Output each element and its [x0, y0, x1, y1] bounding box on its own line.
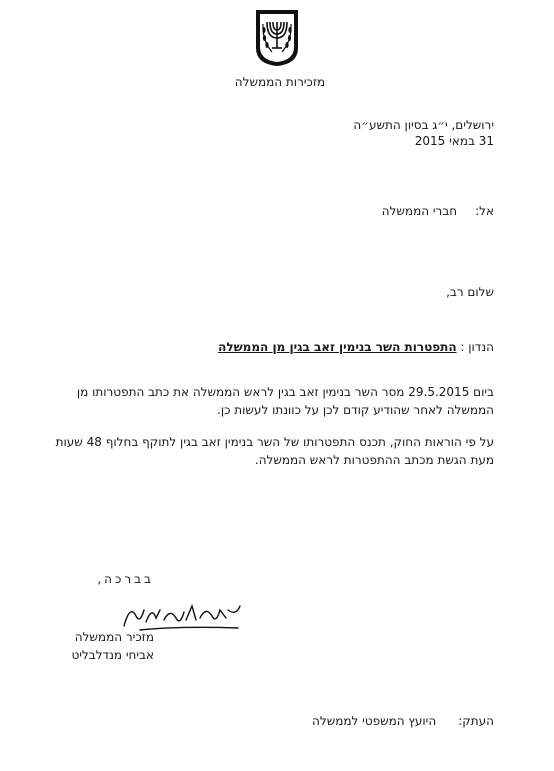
office-name: מזכירות הממשלה	[234, 75, 326, 89]
subject-line	[218, 340, 494, 354]
body-paragraph-2: על פי הוראות החוק, תכנס התפטרותו של השר בנימין זאב בגין לתוקף בחלוף 48 שעות מעת הגשת מכתב ההתפטרות לראש הממשלה.	[55, 435, 494, 467]
cc-label: העתק:	[458, 714, 494, 728]
signatory-name: אביחי מנדלבליט	[71, 648, 154, 662]
recipient-value: חברי הממשלה	[381, 204, 458, 218]
recipient-line	[382, 204, 494, 218]
closing-blessing: בברכה,	[97, 572, 154, 586]
cc-line	[312, 714, 494, 728]
hebrew-date: ירושלים, י״ג בסיון התשע״ה	[353, 118, 494, 132]
body-paragraph-1: ביום 29.5.2015 מסר השר בנימין זאב בגין לראש הממשלה את כתב התפטרותו מן הממשלה לאחר שהודיע קודם לכן על כוונתו לעשות כן.	[76, 385, 494, 417]
signatory-title: מזכיר הממשלה	[74, 630, 154, 644]
cc-value: היועץ המשפטי לממשלה	[312, 714, 437, 728]
subject-label: הנדון :	[460, 340, 494, 354]
gregorian-date: 31 במאי 2015	[414, 134, 494, 148]
state-emblem-icon	[254, 8, 300, 68]
subject-text: התפטרות השר בנימין זאב בגין מן הממשלה	[218, 340, 457, 354]
recipient-label: אל:	[475, 204, 494, 218]
greeting: שלום רב,	[446, 285, 494, 299]
